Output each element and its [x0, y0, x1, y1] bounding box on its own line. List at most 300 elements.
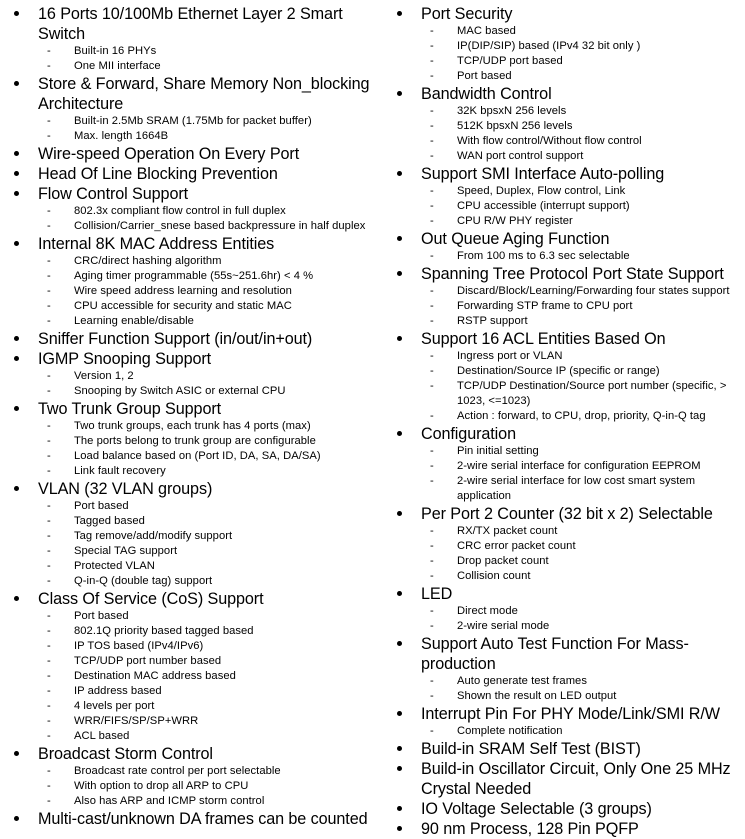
- feature-sub-item: [38, 59, 375, 74]
- feature-sub-label: 802.3x compliant flow control in full duplex: [74, 205, 286, 217]
- bullet-icon: [14, 171, 19, 176]
- feature-sub-list: [38, 44, 375, 74]
- dash-icon: -: [430, 605, 434, 617]
- feature-sub-item: [38, 219, 375, 234]
- feature-sub-item: [38, 384, 375, 399]
- feature-sub-list: [421, 349, 745, 424]
- feature-sub-label: Q-in-Q (double tag) support: [74, 575, 213, 587]
- feature-sub-item: [421, 604, 745, 619]
- bullet-icon: [397, 236, 402, 241]
- feature-sub-label: Link fault recovery: [74, 465, 166, 477]
- feature-item: [6, 479, 375, 589]
- feature-sub-item: [38, 699, 375, 714]
- dash-icon: -: [47, 270, 51, 282]
- bullet-icon: [14, 11, 19, 16]
- feature-sub-list: [38, 254, 375, 329]
- feature-sub-label: Shown the result on LED output: [457, 690, 617, 702]
- feature-title: Broadcast Storm Control: [38, 745, 213, 763]
- feature-sub-item: [421, 39, 745, 54]
- feature-sub-label: CPU accessible for security and static MAC: [74, 300, 292, 312]
- feature-sub-label: Learning enable/disable: [74, 315, 194, 327]
- feature-item: [389, 264, 745, 329]
- feature-title: Per Port 2 Counter (32 bit x 2) Selectable: [421, 505, 713, 523]
- bullet-icon: [14, 336, 19, 341]
- feature-sub-label: Wire speed address learning and resolution: [74, 285, 292, 297]
- feature-sub-label: 2-wire serial interface for configuration EEPROM: [457, 460, 701, 472]
- feature-title: Spanning Tree Protocol Port State Support: [421, 265, 724, 283]
- feature-title: Port Security: [421, 5, 513, 23]
- bullet-icon: [397, 271, 402, 276]
- feature-sub-item: [421, 119, 745, 134]
- dash-icon: -: [430, 350, 434, 362]
- dash-icon: -: [47, 700, 51, 712]
- dash-icon: -: [47, 610, 51, 622]
- dash-icon: -: [430, 120, 434, 132]
- feature-sub-item: [38, 314, 375, 329]
- feature-sub-item: [38, 544, 375, 559]
- feature-sub-label: Aging timer programmable (55s~251.6hr) < 4 %: [74, 270, 314, 282]
- feature-title: Bandwidth Control: [421, 85, 552, 103]
- feature-sub-label: Two trunk groups, each trunk has 4 ports (max): [74, 420, 311, 432]
- feature-sub-label: Auto generate test frames: [457, 675, 587, 687]
- feature-sub-label: Tag remove/add/modify support: [74, 530, 233, 542]
- feature-title: Interrupt Pin For PHY Mode/Link/SMI R/W: [421, 705, 720, 723]
- feature-sub-item: [421, 299, 745, 314]
- feature-sub-label: 802.1Q priority based tagged based: [74, 625, 254, 637]
- feature-sub-item: [38, 559, 375, 574]
- dash-icon: -: [430, 365, 434, 377]
- dash-icon: -: [47, 435, 51, 447]
- feature-sub-label: Direct mode: [457, 605, 518, 617]
- bullet-icon: [397, 806, 402, 811]
- feature-sub-label: IP TOS based (IPv4/IPv6): [74, 640, 204, 652]
- feature-sub-item: [38, 434, 375, 449]
- dash-icon: -: [47, 640, 51, 652]
- feature-item: [389, 504, 745, 584]
- feature-sub-label: 2-wire serial interface for low cost smart system application: [457, 475, 699, 502]
- feature-item: [6, 184, 375, 234]
- dash-icon: -: [430, 540, 434, 552]
- feature-sub-item: [421, 199, 745, 214]
- feature-item: [389, 799, 745, 819]
- feature-sub-item: [38, 669, 375, 684]
- bullet-icon: [14, 241, 19, 246]
- feature-item: [6, 589, 375, 744]
- feature-sub-item: [421, 379, 745, 409]
- dash-icon: -: [430, 690, 434, 702]
- feature-sub-label: The ports belong to trunk group are configurable: [74, 435, 316, 447]
- feature-sub-item: [38, 794, 375, 809]
- feature-title: Store & Forward, Share Memory Non_blocking Architecture: [38, 75, 373, 113]
- feature-sub-list: [421, 249, 745, 264]
- feature-sub-label: Collision count: [457, 570, 531, 582]
- dash-icon: -: [47, 560, 51, 572]
- feature-sub-label: 32K bpsxN 256 levels: [457, 105, 567, 117]
- feature-item: [389, 329, 745, 424]
- feature-sub-label: Broadcast rate control per port selectable: [74, 765, 281, 777]
- feature-sub-label: CPU R/W PHY register: [457, 215, 573, 227]
- feature-sub-label: Forwarding STP frame to CPU port: [457, 300, 633, 312]
- feature-sub-item: [421, 364, 745, 379]
- feature-sub-item: [38, 369, 375, 384]
- feature-item: [6, 234, 375, 329]
- dash-icon: -: [430, 725, 434, 737]
- feature-sub-label: Snooping by Switch ASIC or external CPU: [74, 385, 286, 397]
- feature-title: Internal 8K MAC Address Entities: [38, 235, 275, 253]
- dash-icon: -: [430, 70, 434, 82]
- feature-item: [389, 739, 745, 759]
- feature-sub-item: [38, 254, 375, 269]
- feature-sub-label: Also has ARP and ICMP storm control: [74, 795, 265, 807]
- feature-item: [389, 759, 745, 799]
- dash-icon: -: [47, 515, 51, 527]
- feature-sub-label: WRR/FIFS/SP/SP+WRR: [74, 715, 199, 727]
- feature-sub-list: [421, 674, 745, 704]
- feature-sub-label: Max. length 1664B: [74, 130, 169, 142]
- feature-item: [6, 329, 375, 349]
- feature-sub-label: Speed, Duplex, Flow control, Link: [457, 185, 626, 197]
- dash-icon: -: [430, 410, 434, 422]
- dash-icon: -: [47, 625, 51, 637]
- feature-sub-label: Port based: [74, 610, 129, 622]
- dash-icon: -: [47, 115, 51, 127]
- feature-sub-item: [421, 619, 745, 634]
- feature-sub-item: [421, 689, 745, 704]
- feature-sub-item: [421, 524, 745, 539]
- feature-title: Support SMI Interface Auto-polling: [421, 165, 665, 183]
- feature-sub-item: [38, 684, 375, 699]
- dash-icon: -: [47, 530, 51, 542]
- feature-sub-list: [421, 104, 745, 164]
- feature-sub-item: [38, 129, 375, 144]
- dash-icon: -: [430, 475, 434, 487]
- dash-icon: -: [47, 715, 51, 727]
- feature-sub-label: With flow control/Without flow control: [457, 135, 642, 147]
- bullet-icon: [397, 171, 402, 176]
- feature-sub-item: [38, 284, 375, 299]
- feature-sub-item: [38, 299, 375, 314]
- dash-icon: -: [47, 450, 51, 462]
- dash-icon: -: [47, 655, 51, 667]
- dash-icon: -: [430, 380, 434, 392]
- feature-sub-label: TCP/UDP Destination/Source port number (specific, > 1023, <=1023): [457, 380, 730, 407]
- dash-icon: -: [430, 285, 434, 297]
- feature-sub-label: Action : forward, to CPU, drop, priority, Q-in-Q tag: [457, 410, 706, 422]
- dash-icon: -: [47, 45, 51, 57]
- feature-sub-label: Load balance based on (Port ID, DA, SA, DA/SA): [74, 450, 321, 462]
- feature-sub-item: [38, 714, 375, 729]
- dash-icon: -: [47, 285, 51, 297]
- feature-sub-label: Destination/Source IP (specific or range): [457, 365, 660, 377]
- feature-sub-item: [421, 284, 745, 299]
- feature-title: Sniffer Function Support (in/out/in+out): [38, 330, 313, 348]
- feature-sub-item: [38, 764, 375, 779]
- bullet-icon: [14, 151, 19, 156]
- dash-icon: -: [430, 620, 434, 632]
- feature-sub-label: TCP/UDP port number based: [74, 655, 222, 667]
- feature-item: [389, 424, 745, 504]
- feature-sub-item: [38, 514, 375, 529]
- feature-title: 90 nm Process, 128 Pin PQFP: [421, 820, 639, 838]
- feature-item: [389, 634, 745, 704]
- feature-sub-item: [38, 269, 375, 284]
- bullet-icon: [397, 746, 402, 751]
- dash-icon: -: [430, 215, 434, 227]
- feature-sub-item: [38, 624, 375, 639]
- feature-sub-item: [421, 724, 745, 739]
- bullet-icon: [397, 711, 402, 716]
- bullet-icon: [397, 91, 402, 96]
- feature-sub-label: CPU accessible (interrupt support): [457, 200, 630, 212]
- feature-sub-label: Collision/Carrier_snese based backpressure in half duplex: [74, 220, 366, 232]
- bullet-icon: [14, 406, 19, 411]
- feature-sub-label: Drop packet count: [457, 555, 549, 567]
- bullet-icon: [397, 511, 402, 516]
- dash-icon: -: [430, 445, 434, 457]
- feature-sub-label: Pin initial setting: [457, 445, 539, 457]
- dash-icon: -: [430, 675, 434, 687]
- feature-item: [6, 809, 375, 829]
- bullet-icon: [14, 81, 19, 86]
- feature-sub-label: Ingress port or VLAN: [457, 350, 563, 362]
- dash-icon: -: [430, 555, 434, 567]
- feature-sub-item: [421, 674, 745, 689]
- feature-sub-item: [421, 474, 745, 504]
- feature-sub-item: [38, 44, 375, 59]
- feature-sub-label: MAC based: [457, 25, 516, 37]
- feature-sub-item: [38, 639, 375, 654]
- feature-sub-label: RX/TX packet count: [457, 525, 558, 537]
- feature-sub-item: [421, 134, 745, 149]
- dash-icon: -: [47, 300, 51, 312]
- feature-sub-label: RSTP support: [457, 315, 528, 327]
- dash-icon: -: [430, 25, 434, 37]
- dash-icon: -: [47, 730, 51, 742]
- feature-title: Support Auto Test Function For Mass-production: [421, 635, 689, 673]
- feature-sub-list: [421, 724, 745, 739]
- left-feature-column: [0, 4, 375, 830]
- bullet-icon: [397, 641, 402, 646]
- feature-sub-list: [421, 184, 745, 229]
- feature-sub-label: Tagged based: [74, 515, 145, 527]
- feature-item: [6, 164, 375, 184]
- dash-icon: -: [47, 60, 51, 72]
- feature-sub-item: [421, 539, 745, 554]
- feature-sub-item: [38, 419, 375, 434]
- dash-icon: -: [47, 420, 51, 432]
- feature-sub-list: [38, 499, 375, 589]
- feature-sub-label: CRC/direct hashing algorithm: [74, 255, 222, 267]
- dash-icon: -: [430, 55, 434, 67]
- feature-sub-label: From 100 ms to 6.3 sec selectable: [457, 250, 630, 262]
- dash-icon: -: [47, 795, 51, 807]
- feature-sub-list: [421, 444, 745, 504]
- feature-sub-item: [38, 464, 375, 479]
- dash-icon: -: [430, 200, 434, 212]
- dash-icon: -: [47, 370, 51, 382]
- dash-icon: -: [430, 525, 434, 537]
- feature-title: LED: [421, 585, 453, 603]
- feature-sub-item: [421, 214, 745, 229]
- feature-sub-label: Version 1, 2: [74, 370, 134, 382]
- feature-sub-list: [38, 369, 375, 399]
- bullet-icon: [14, 751, 19, 756]
- feature-sub-label: Complete notification: [457, 725, 563, 737]
- feature-title: IGMP Snooping Support: [38, 350, 212, 368]
- feature-title: Head Of Line Blocking Prevention: [38, 165, 278, 183]
- feature-sub-item: [38, 449, 375, 464]
- dash-icon: -: [47, 670, 51, 682]
- dash-icon: -: [47, 685, 51, 697]
- feature-sub-item: [38, 529, 375, 544]
- dash-icon: -: [47, 545, 51, 557]
- feature-sub-item: [421, 459, 745, 474]
- feature-sub-label: WAN port control support: [457, 150, 584, 162]
- bullet-icon: [397, 826, 402, 831]
- feature-sub-list: [38, 114, 375, 144]
- bullet-icon: [14, 816, 19, 821]
- bullet-icon: [397, 591, 402, 596]
- feature-sub-label: 2-wire serial mode: [457, 620, 550, 632]
- feature-title: Build-in Oscillator Circuit, Only One 25 MHz Crystal Needed: [421, 760, 735, 798]
- feature-item: [389, 229, 745, 264]
- feature-item: [389, 4, 745, 84]
- feature-sub-label: Port based: [74, 500, 129, 512]
- bullet-icon: [397, 11, 402, 16]
- dash-icon: -: [47, 465, 51, 477]
- feature-sub-item: [421, 24, 745, 39]
- feature-sub-label: Protected VLAN: [74, 560, 155, 572]
- feature-title: Support 16 ACL Entities Based On: [421, 330, 666, 348]
- feature-sub-label: With option to drop all ARP to CPU: [74, 780, 249, 792]
- dash-icon: -: [430, 150, 434, 162]
- dash-icon: -: [430, 185, 434, 197]
- feature-sub-item: [421, 184, 745, 199]
- feature-sub-list: [38, 609, 375, 744]
- feature-sub-item: [38, 729, 375, 744]
- bullet-icon: [397, 431, 402, 436]
- dash-icon: -: [430, 460, 434, 472]
- feature-sub-list: [421, 284, 745, 329]
- feature-item: [6, 4, 375, 74]
- feature-title: Class Of Service (CoS) Support: [38, 590, 264, 608]
- feature-sub-item: [38, 114, 375, 129]
- feature-title: Flow Control Support: [38, 185, 189, 203]
- dash-icon: -: [47, 385, 51, 397]
- bullet-icon: [14, 356, 19, 361]
- feature-sub-item: [421, 69, 745, 84]
- feature-sub-item: [421, 569, 745, 584]
- feature-item: [6, 144, 375, 164]
- dash-icon: -: [430, 40, 434, 52]
- feature-sub-label: Special TAG support: [74, 545, 178, 557]
- feature-sub-label: TCP/UDP port based: [457, 55, 563, 67]
- dash-icon: -: [47, 220, 51, 232]
- feature-title: Two Trunk Group Support: [38, 400, 222, 418]
- feature-sub-label: Destination MAC address based: [74, 670, 236, 682]
- feature-sub-label: IP address based: [74, 685, 162, 697]
- feature-title: 16 Ports 10/100Mb Ethernet Layer 2 Smart Switch: [38, 5, 348, 43]
- dash-icon: -: [47, 780, 51, 792]
- feature-sub-label: IP(DIP/SIP) based (IPv4 32 bit only ): [457, 40, 641, 52]
- feature-sub-label: Port based: [457, 70, 512, 82]
- feature-sub-item: [38, 609, 375, 624]
- feature-title: VLAN (32 VLAN groups): [38, 480, 213, 498]
- dash-icon: -: [47, 315, 51, 327]
- dash-icon: -: [47, 255, 51, 267]
- feature-item: [389, 819, 745, 839]
- feature-sub-label: Discard/Block/Learning/Forwarding four states support: [457, 285, 730, 297]
- dash-icon: -: [47, 575, 51, 587]
- feature-item: [389, 164, 745, 229]
- dash-icon: -: [47, 130, 51, 142]
- feature-sub-item: [38, 654, 375, 669]
- dash-icon: -: [430, 135, 434, 147]
- feature-sub-list: [421, 524, 745, 584]
- dash-icon: -: [430, 570, 434, 582]
- dash-icon: -: [430, 250, 434, 262]
- feature-sub-item: [38, 204, 375, 219]
- dash-icon: -: [47, 205, 51, 217]
- feature-sub-item: [38, 574, 375, 589]
- feature-sub-label: Built-in 16 PHYs: [74, 45, 157, 57]
- feature-title: Build-in SRAM Self Test (BIST): [421, 740, 641, 758]
- feature-title: IO Voltage Selectable (3 groups): [421, 800, 652, 818]
- feature-sub-label: 4 levels per port: [74, 700, 155, 712]
- right-feature-column: [375, 4, 745, 838]
- feature-item: [389, 84, 745, 164]
- feature-sub-list: [421, 24, 745, 84]
- dash-icon: -: [430, 105, 434, 117]
- feature-sub-item: [421, 349, 745, 364]
- feature-sub-item: [38, 779, 375, 794]
- bullet-icon: [14, 191, 19, 196]
- dash-icon: -: [47, 500, 51, 512]
- feature-sub-item: [421, 444, 745, 459]
- feature-sub-list: [38, 764, 375, 809]
- feature-sub-item: [421, 249, 745, 264]
- feature-sub-item: [38, 499, 375, 514]
- bullet-icon: [14, 486, 19, 491]
- feature-sub-item: [421, 149, 745, 164]
- bullet-icon: [397, 766, 402, 771]
- feature-title: Multi-cast/unknown DA frames can be counted: [38, 810, 368, 828]
- feature-sub-label: CRC error packet count: [457, 540, 576, 552]
- feature-title: Configuration: [421, 425, 516, 443]
- feature-sub-item: [421, 409, 745, 424]
- feature-sub-list: [421, 604, 745, 634]
- dash-icon: -: [430, 300, 434, 312]
- feature-sub-item: [421, 104, 745, 119]
- feature-sub-label: ACL based: [74, 730, 130, 742]
- feature-sub-item: [421, 314, 745, 329]
- feature-sub-item: [421, 54, 745, 69]
- feature-item: [6, 399, 375, 479]
- feature-item: [6, 74, 375, 144]
- feature-sub-list: [38, 204, 375, 234]
- feature-item: [389, 704, 745, 739]
- feature-item: [389, 584, 745, 634]
- feature-sub-label: One MII interface: [74, 60, 161, 72]
- dash-icon: -: [47, 765, 51, 777]
- feature-sub-label: Built-in 2.5Mb SRAM (1.75Mb for packet buffer): [74, 115, 312, 127]
- feature-sub-item: [421, 554, 745, 569]
- feature-item: [6, 349, 375, 399]
- feature-title: Out Queue Aging Function: [421, 230, 610, 248]
- dash-icon: -: [430, 315, 434, 327]
- feature-sub-list: [38, 419, 375, 479]
- feature-sub-label: 512K bpsxN 256 levels: [457, 120, 573, 132]
